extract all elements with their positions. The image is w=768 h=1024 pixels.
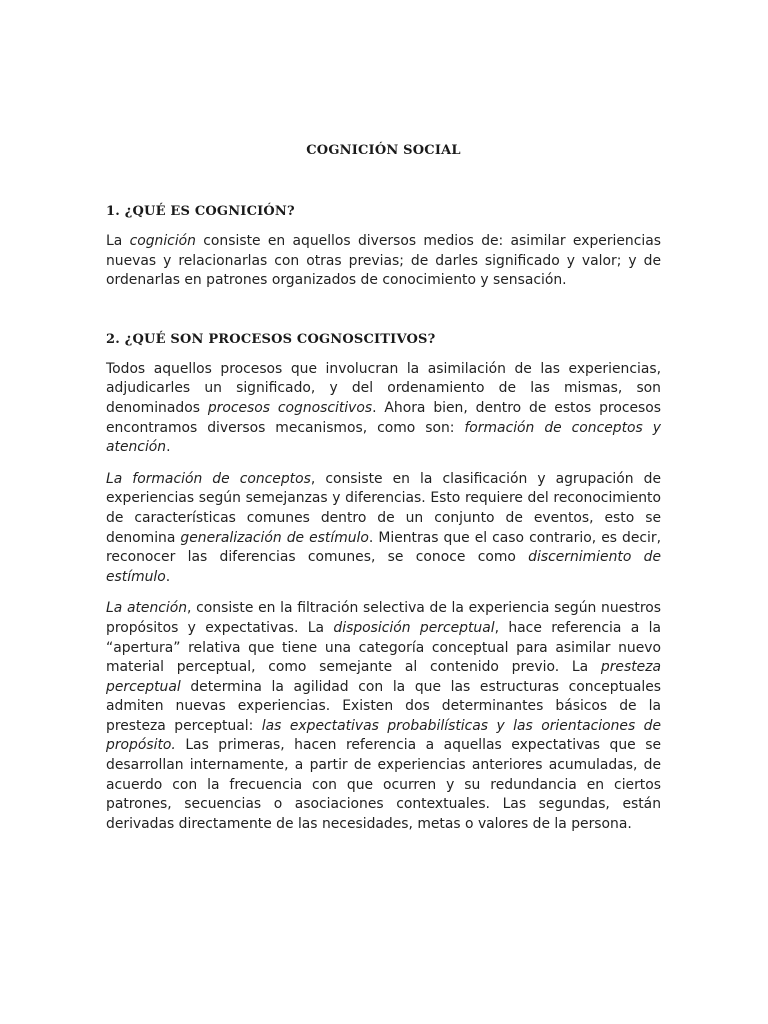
text-run: . Mientras que el caso contrario, es decir, reconocer las diferencias comunes, se conoce como [106, 529, 662, 566]
text-run: Todos aquellos procesos que involucran la asimilación de las experiencias, adjudicarles un significado, y del ordenamiento de las mismas, son denominados [106, 360, 661, 416]
section-spacer [106, 303, 661, 332]
text-run: Las primeras, hacen referencia a aquellas expectativas que se desarrollan internamente, a partir de experiencias anteriores acumuladas, de acuerdo con la frecuencia con que ocurren y su redundancia en ciertos patrones, secuencias o asociaciones contextuales. Las segundas, están derivadas directamente de las necesidades, metas o valores de la persona. [106, 737, 661, 832]
section-2-paragraph-1 [106, 360, 661, 458]
text-run: . Ahora bien, dentro de estos procesos encontramos diversos mecanismos, como son: [106, 399, 661, 436]
text-run: determina la agilidad con la que las estructuras conceptuales admiten nuevas experiencias. Existen dos determinantes básicos de la presteza perceptual: [106, 678, 661, 734]
section-2-paragraph-3 [106, 599, 661, 834]
text-run: consiste en aquellos diversos medios de: asimilar experiencias nuevas y relacionarlas con otras previas; de darles significado y valor; y de ordenarlas en patrones organizados de conocimiento y sensación. [106, 233, 661, 289]
text-run: , hace referencia a la “apertura” relativa que tiene una categoría conceptual para asimilar nuevo material perceptual, como semejante al contenido previo. La [106, 619, 661, 676]
text-run: . [165, 568, 171, 585]
section-1-paragraph [106, 232, 661, 291]
section-2-paragraph-2 [106, 470, 661, 588]
italic-term: las expectativas probabilísticas y las orientaciones de propósito. [106, 717, 661, 754]
text-run: , consiste en la filtración selectiva de la experiencia según nuestros propósitos y expectativas. La [106, 600, 661, 636]
italic-term: presteza perceptual [106, 659, 661, 695]
italic-term: cognición [129, 233, 196, 249]
italic-term: disposición perceptual [333, 619, 495, 636]
text-run: . [166, 439, 171, 456]
italic-term: formación de conceptos y atención [106, 419, 661, 456]
section-1-heading: 1. ¿QUÉ ES COGNICIÓN? [106, 204, 295, 219]
text-run: , consiste en la clasificación y agrupación de experiencias según semejanzas y diferencias. Esto requiere del reconocimiento de características comunes dentro de un conjunto de eventos, esto se denomina [106, 470, 661, 546]
italic-term: La atención [106, 600, 188, 617]
italic-term: procesos cognoscitivos [207, 399, 373, 416]
text-run: La [106, 233, 130, 249]
italic-term: generalización de estímulo [180, 529, 369, 546]
italic-term: La formación de conceptos [106, 470, 311, 487]
italic-term: discernimiento de estímulo [106, 549, 661, 585]
document-page [106, 143, 661, 846]
document-title: COGNICIÓN SOCIAL [306, 143, 461, 158]
section-2-heading: 2. ¿QUÉ SON PROCESOS COGNOSCITIVOS? [106, 331, 436, 347]
